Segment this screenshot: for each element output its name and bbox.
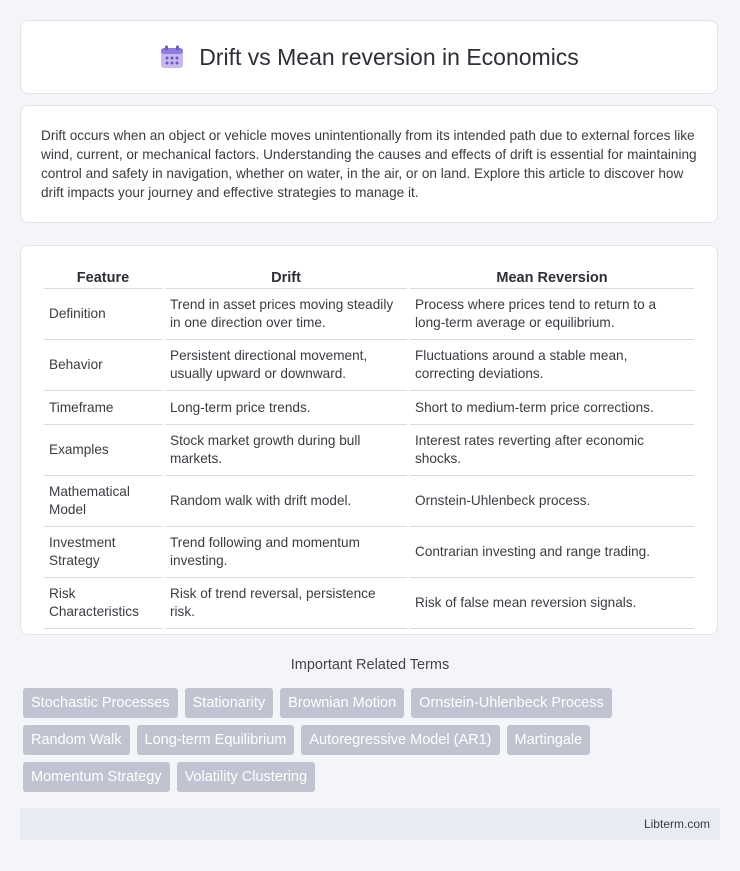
related-terms-title: Important Related Terms <box>290 657 450 673</box>
cell-feature: Timeframe <box>44 391 162 425</box>
cell-mean-reversion: Risk of false mean reversion signals. <box>410 578 694 629</box>
footer <box>20 808 720 840</box>
cell-feature: Mathematical Model <box>44 476 162 527</box>
cell-feature: Risk Characteristics <box>44 578 162 629</box>
table-row <box>44 289 694 340</box>
cell-drift: Trend in asset prices moving steadily in one direction over time. <box>165 289 407 340</box>
table-row <box>44 578 694 629</box>
table-row <box>44 425 694 476</box>
cell-mean-reversion: Interest rates reverting after economic shocks. <box>410 425 694 476</box>
calendar-icon <box>159 44 185 70</box>
cell-mean-reversion: Contrarian investing and range trading. <box>410 527 694 578</box>
cell-mean-reversion: Process where prices tend to return to a long-term average or equilibrium. <box>410 289 694 340</box>
cell-feature: Definition <box>44 289 162 340</box>
header-mean-reversion: Mean Reversion <box>410 266 694 289</box>
tag-momentum-strategy[interactable]: Momentum Strategy <box>23 762 170 792</box>
tag-ornstein-uhlenbeck-process[interactable]: Ornstein-Uhlenbeck Process <box>411 688 612 718</box>
table-row <box>44 391 694 425</box>
table-row <box>44 527 694 578</box>
tag-stationarity[interactable]: Stationarity <box>185 688 274 718</box>
related-terms-list <box>23 688 723 792</box>
tag-martingale[interactable]: Martingale <box>507 725 591 755</box>
footer-site-link[interactable]: Libterm.com <box>643 817 710 831</box>
header-card <box>20 20 718 94</box>
cell-drift: Long-term price trends. <box>165 391 407 425</box>
intro-text: Drift occurs when an object or vehicle moves unintentionally from its intended path due to external forces like wind, current, or mechanical factors. Understanding the causes and effects of drift is essential for maintaining control and safety in navigation, whether on water, in the air, or on land. Explore this article to discover how drift impacts your journey and effective strategies to manage it. <box>41 128 697 200</box>
page-title: Drift vs Mean reversion in Economics <box>199 43 579 70</box>
cell-feature: Investment Strategy <box>44 527 162 578</box>
tag-long-term-equilibrium[interactable]: Long-term Equilibrium <box>137 725 295 755</box>
header-feature: Feature <box>44 266 162 289</box>
title-wrap <box>159 44 579 71</box>
intro-card <box>20 105 718 223</box>
cell-drift: Risk of trend reversal, persistence risk. <box>165 578 407 629</box>
table-header-row <box>44 266 694 289</box>
table-row <box>44 340 694 391</box>
cell-drift: Persistent directional movement, usually upward or downward. <box>165 340 407 391</box>
cell-drift: Stock market growth during bull markets. <box>165 425 407 476</box>
comparison-card <box>20 245 718 635</box>
tag-autoregressive-model[interactable]: Autoregressive Model (AR1) <box>301 725 499 755</box>
tag-brownian-motion[interactable]: Brownian Motion <box>280 688 404 718</box>
table-row <box>44 476 694 527</box>
tag-stochastic-processes[interactable]: Stochastic Processes <box>23 688 178 718</box>
cell-mean-reversion: Fluctuations around a stable mean, correcting deviations. <box>410 340 694 391</box>
comparison-table <box>41 266 697 629</box>
header-drift: Drift <box>165 266 407 289</box>
cell-mean-reversion: Short to medium-term price corrections. <box>410 391 694 425</box>
cell-drift: Trend following and momentum investing. <box>165 527 407 578</box>
cell-mean-reversion: Ornstein-Uhlenbeck process. <box>410 476 694 527</box>
cell-feature: Examples <box>44 425 162 476</box>
cell-drift: Random walk with drift model. <box>165 476 407 527</box>
tag-volatility-clustering[interactable]: Volatility Clustering <box>177 762 316 792</box>
cell-feature: Behavior <box>44 340 162 391</box>
tag-random-walk[interactable]: Random Walk <box>23 725 130 755</box>
